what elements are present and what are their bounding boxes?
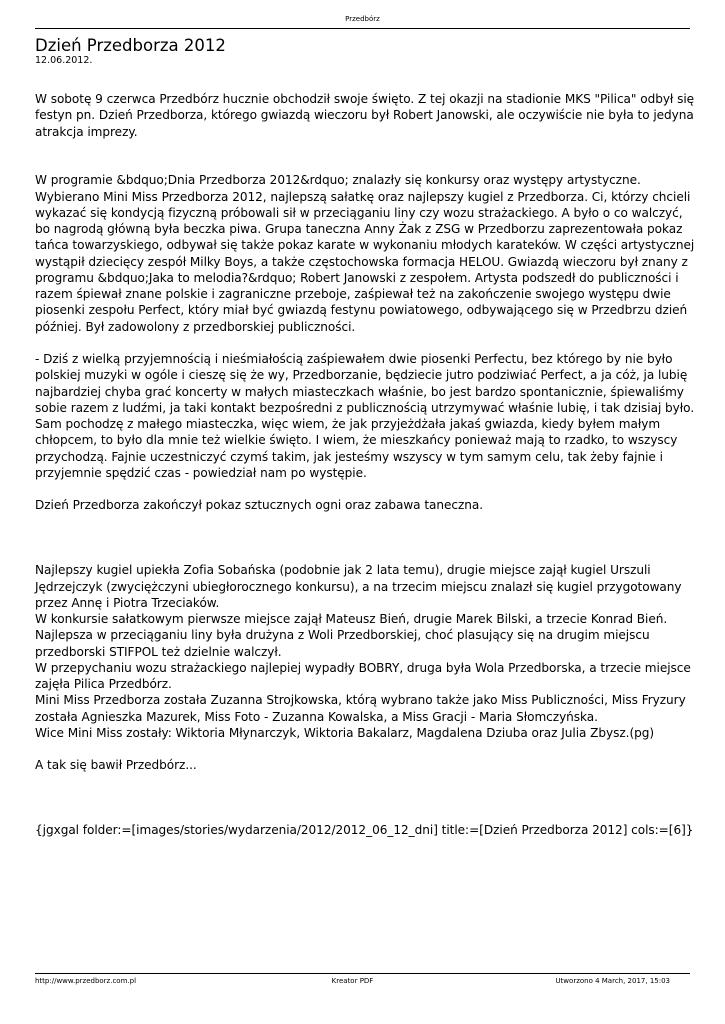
article-body [35,91,695,839]
footer-generator: Kreator PDF [331,977,374,985]
paragraph-mini-miss: Mini Miss Przedborza została Zuzanna Strojkowska, którą wybrano także jako Miss Publiczności, Miss Fryzury została Agnieszka Mazurek, Miss Foto - Zuzanna Kowalska, a Miss Gracji - Maria Słomczyńska. [35,693,686,724]
article-title: Dzień Przedborza 2012 [35,36,226,55]
paragraph-fireworks: Dzień Przedborza zakończył pokaz sztucznych ogni oraz zabawa taneczna. [35,498,484,513]
article-date: 12.06.2012. [35,55,93,66]
paragraph-intro: W sobotę 9 czerwca Przedbórz hucznie obchodził swoje święto. Z tej okazji na stadionie MKS "Pilica" odbył się festyn pn. Dzień Przedborza, którego gwiazdą wieczoru był Robert Janowski, ale oczywiście nie była to jedyna atrakcja imprezy. [35,92,695,139]
paragraph-quote: - Dziś z wielką przyjemnością i nieśmiałością zaśpiewałem dwie piosenki Perfectu, bez którego by nie było polskiej muzyki w ogóle i cieszę się że wy, Przedborzanie, będziecie jutro podziwiać Perfect, a ja cóż, ja lubię najbardziej chyba grać koncerty w małych miasteczkach właśnie, bo jest bardzo spontanicznie, śpiewaliśmy sobie razem z ludźmi, ja taki kontakt bezpośredni z publicznością utrzymywać właśnie lubię, i tak dzisiaj było. Sam pochodzę z małego miasteczka, więc wiem, że jak przyjeżdżała jakaś gwiazda, kiedy byłem małym chłopcem, to było dla mnie też wielkie święto. I wiem, że mieszkańcy ponieważ mają to rzadko, to wszyscy przychodzą. Fajnie uczestniczyć czymś takim, jak jesteśmy wszyscy w tym samym celu, tak żeby fajnie i przyjemnie spędzić czas - powiedział nam po występie. [35,352,695,480]
paragraph-program: W programie &bdquo;Dnia Przedborza 2012&rdquo; znalazły się konkursy oraz występy artystyczne. Wybierano Mini Miss Przedborza 2012, najlepszą sałatkę oraz najlepszy kugiel z Przedborza. Ci, którzy chcieli wykazać się kondycją fizyczną próbowali sił w przeciąganiu liny czy wozu strażackiego. A było o co walczyć, bo nagrodą główną była beczka piwa. Grupa taneczna Anny Żak z ZSG w Przedborzu zaprezentowała pokaz tańca towarzyskiego, odbywał się także pokaz karate w wykonaniu młodych karateków. W części artystycznej wystąpił dziecięcy zespół Milky Boys, a także częstochowska formacja HELOU. Gwiazdą wieczoru był znany z programu &bdquo;Jaka to melodia?&rdquo; Robert Janowski z zespołem. Artysta podszedł do publiczności i razem śpiewał znane polskie i zagraniczne przeboje, zaśpiewał też na zakończenie swojego występu dwie piosenki zespołu Perfect, który miał być gwiazdą festynu powiatowego, odbywającego się w Przedbrzu dzień później. Był zadowolony z przedborskiej publiczności. [35,173,695,334]
paragraph-salad: W konkursie sałatkowym pierwsze miejsce zajął Mateusz Bień, drugie Marek Bilski, a trzecie Konrad Bień. [35,612,668,626]
paragraph-gallery-code: {jgxgal folder:=[images/stories/wydarzenia/2012/2012_06_12_dni] title:=[Dzień Przedborza 2012] cols:=[6]} [35,823,694,838]
paragraph-closing: A tak się bawił Przedbórz... [35,758,197,773]
paragraph-fire-truck: W przepychaniu wozu strażackiego najlepiej wypadły BOBRY, druga była Wola Przedborska, a trzecie miejsce zajęła Pilica Przedbórz. [35,660,691,691]
page-header-site: Przedbórz [345,15,380,23]
paragraph-vice-miss: Wice Mini Miss zostały: Wiktoria Młynarczyk, Wiktoria Bakalarz, Magdalena Dziuba oraz Julia Zbysz.(pg) [35,725,655,740]
paragraph-tug-of-war: Najlepsza w przeciąganiu liny była drużyna z Woli Przedborskiej, choć plasujący się na drugim miejscu przedborski STIFPOL też dzielnie walczył. [35,628,650,659]
header-divider [35,28,690,29]
paragraph-kugiel: Najlepszy kugiel upiekła Zofia Sobańska (podobnie jak 2 lata temu), drugie miejsce zajął kugiel Urszuli Jędrzejczyk (zwyciężczyni ubiegłorocznego konkursu), a na trzecim miejscu znalazł się kugiel przygotowany przez Annę i Piotra Trzeciaków. [35,563,682,610]
footer-created: Utworzono 4 March, 2017, 15:03 [555,977,670,985]
footer-url: http://www.przedborz.com.pl [35,977,137,985]
footer-divider [35,973,690,974]
